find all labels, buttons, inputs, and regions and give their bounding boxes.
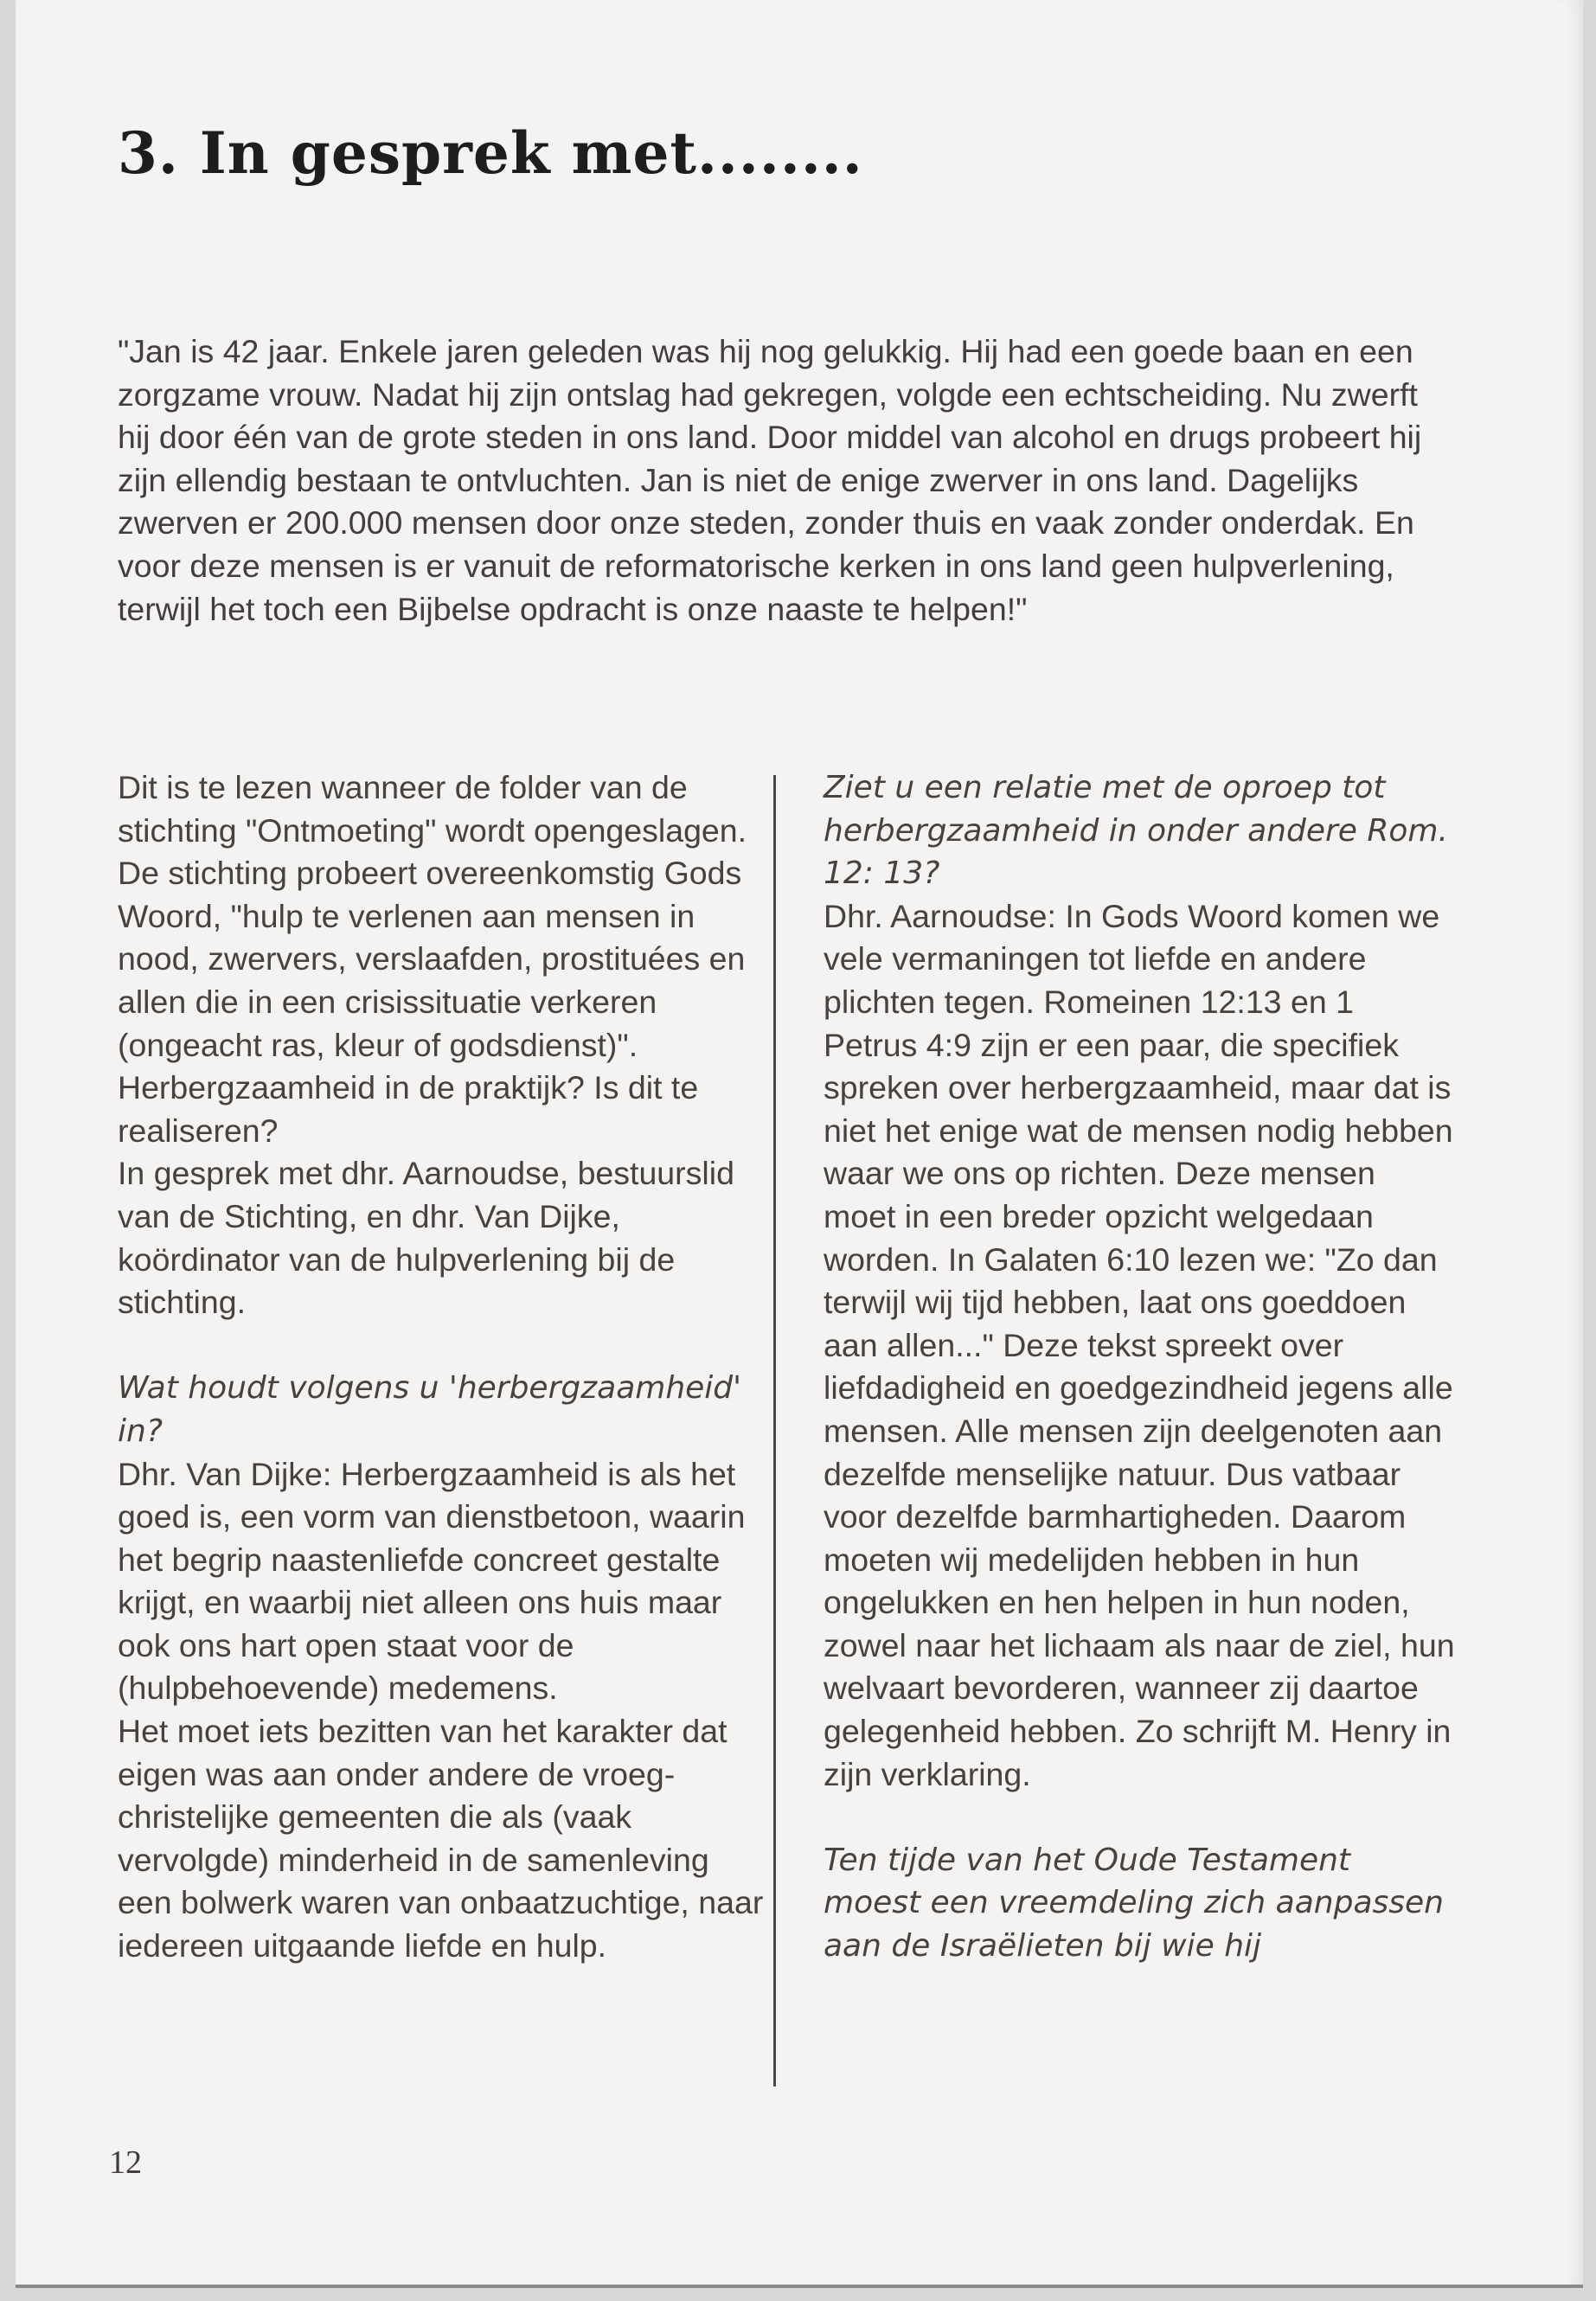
right-column [824, 766, 1455, 1968]
column-divider [773, 775, 776, 2086]
interview-question-1: Wat houdt volgens u 'herbergzaamheid' in? [118, 1370, 742, 1449]
intro-paragraph: "Jan is 42 jaar. Enkele jaren geleden was hij nog gelukkig. Hij had een goede baan en een zorgzame vrouw. Nadat hij zijn ontslag had gekregen, volgde een echtscheiding. Nu zwerft hij door één van de grote steden in ons land. Door middel van alcohol en drugs probeert hij zijn ellendig bestaan te ontvluchten. Jan is niet de enige zwerver in ons land. Dagelijks zwerven er 200.000 mensen door onze steden, zonder thuis en vaak zonder onderdak. En voor deze mensen is er vanuit de reformatorische kerken in ons land geen hulpverlening, terwijl het toch een Bijbelse opdracht is onze naaste te helpen!" [118, 333, 1422, 627]
left-column [118, 766, 766, 1968]
paragraph-gap [824, 1796, 1455, 1839]
answer-paragraph-3: Dhr. Aarnoudse: In Gods Woord komen we vele vermaningen tot liefde en andere plichten tegen. Romeinen 12:13 en 1 Petrus 4:9 zijn er een paar, die specifiek spreken over herbergzaamheid, maar dat is niet het enige wat de mensen nodig hebben waar we ons op richten. Deze mensen moet in een breder opzicht welgedaan worden. In Galaten 6:10 lezen we: "Zo dan terwijl wij tijd hebben, laat ons goeddoen aan allen..." Deze tekst spreekt over liefdadigheid en goedgezindheid jegens alle mensen. Alle mensen zijn deelgenoten aan dezelfde menselijke natuur. Dus vatbaar voor dezelfde barmhartigheden. Daarom moeten wij medelijden hebben in hun ongelukken en hen helpen in hun noden, zowel naar het lichaam als naar de ziel, hun welvaart bevorderen, wanneer zij daartoe gelegenheid hebben. Zo schrijft M. Henry in zijn verklaring. [824, 897, 1455, 1792]
page-number: 12 [109, 2144, 142, 2181]
answer-paragraph-2: Het moet iets bezitten van het karakter dat eigen was aan onder andere de vroeg-christelijke gemeenten die als (vaak vervolgde) minderheid in de samenleving een bolwerk waren van onbaatzuchtige, naar iedereen uitgaande liefde en hulp. [118, 1713, 764, 1965]
interview-question-2: Ziet u een relatie met de oproep tot herbergzaamheid in onder andere Rom. 12: 13? [824, 770, 1448, 892]
paragraph-gap [118, 1324, 766, 1368]
page-bottom-edge [16, 2285, 1583, 2288]
interview-question-3: Ten tijde van het Oude Testament moest een vreemdeling zich aanpassen aan de Israëlieten bij wie hij [824, 1842, 1444, 1965]
answer-paragraph-1: Dhr. Van Dijke: Herbergzaamheid is als het goed is, een vorm van dienstbetoon, waarin het begrip naastenliefde concreet gestalte krijgt, en waarbij niet alleen ons huis maar ook ons hart open staat voor de (hulpbehoevende) medemens. [118, 1455, 746, 1707]
page-title: 3. In gesprek met........ [118, 119, 863, 187]
left-paragraph-1: Dit is te lezen wanneer de folder van de stichting "Ontmoeting" wordt opengeslagen. De stichting probeert overeenkomstig Gods Woord, "hulp te verlenen aan mensen in nood, zwervers, verslaafden, prostituées en allen die in een crisissituatie verkeren (ongeacht ras, kleur of godsdienst)". Herbergzaamheid in de praktijk? Is dit te realiseren? [118, 769, 747, 1149]
document-page [16, 0, 1583, 2288]
left-paragraph-2: In gesprek met dhr. Aarnoudse, bestuurslid van de Stichting, en dhr. Van Dijke, koördinator van de hulpverlening bij de stichting. [118, 1155, 734, 1321]
